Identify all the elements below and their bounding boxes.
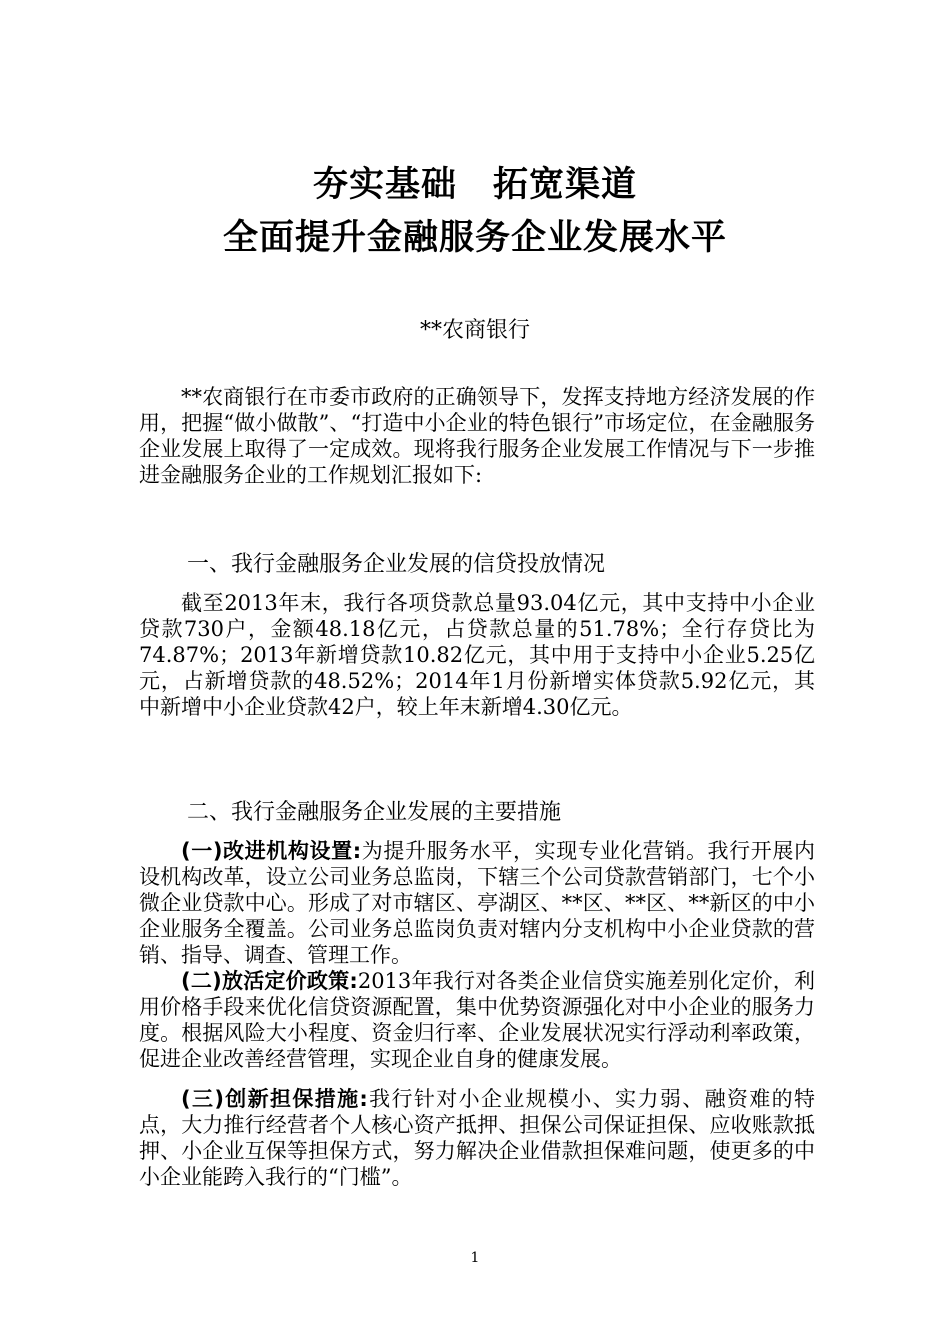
intro-paragraph: **农商银行在市委市政府的正确领导下，发挥支持地方经济发展的作用，把握“做小做散”、“打造中小企业的特色银行”市场定位，在金融服务企业发展上取得了一定成效。现将我行服务企业发展工作情况与下一步推进金融服务企业的工作规划汇报如下: xyxy=(139,385,815,487)
section1-heading: 一、我行金融服务企业发展的信贷投放情况 xyxy=(187,552,606,577)
item-2-lead: (二)放活定价政策: xyxy=(181,969,358,993)
section2-item-2 xyxy=(139,968,815,1072)
item-2-text: 2013年我行对各类企业信贷实施差别化定价，利用价格手段来优化信贷资源配置，集中优势资源强化对中小企业的服务力度。根据风险大小程度、资金归行率、企业发展状况实行浮动利率政策，促进企业改善经营管理，实现企业自身的健康发展。 xyxy=(139,969,815,1071)
document-title-line2: 全面提升金融服务企业发展水平 xyxy=(222,218,727,258)
page-number: 1 xyxy=(470,1250,480,1266)
section2-item-1 xyxy=(139,838,815,968)
item-3-lead: (三)创新担保措施: xyxy=(181,1087,368,1111)
document-author: **农商银行 xyxy=(419,318,530,343)
item-3-text: 我行针对小企业规模小、实力弱、融资难的特点，大力推行经营者个人核心资产抵押、担保公司保证担保、应收账款抵押、小企业互保等担保方式，努力解决企业借款担保难问题，使更多的中小企业能跨入我行的“门槛”。 xyxy=(139,1087,816,1189)
section2-item-3 xyxy=(139,1086,815,1190)
item-1-text: 为提升服务水平，实现专业化营销。我行开展内设机构改革，设立公司业务总监岗，下辖三个公司贷款营销部门，七个小微企业贷款中心。形成了对市辖区、亭湖区、**区、**区、**新区的中小企业服务全覆盖。公司业务总监岗负责对辖内分支机构中小企业贷款的营销、指导、调查、管理工作。 xyxy=(139,839,816,967)
item-1-lead: (一)改进机构设置: xyxy=(181,839,362,863)
section2-heading: 二、我行金融服务企业发展的主要措施 xyxy=(187,800,562,825)
document-title-line1: 夯实基础 拓宽渠道 xyxy=(312,165,637,205)
section1-paragraph: 截至2013年末，我行各项贷款总量93.04亿元，其中支持中小企业贷款730户，金额48.18亿元，占贷款总量的51.78%；全行存贷比为74.87%；2013年新增贷款10.82亿元，其中用于支持中小企业5.25亿元，占新增贷款的48.52%；2014年1月份新增实体贷款5.92亿元，其中新增中小企业贷款42户，较上年末新增4.30亿元。 xyxy=(139,591,815,719)
